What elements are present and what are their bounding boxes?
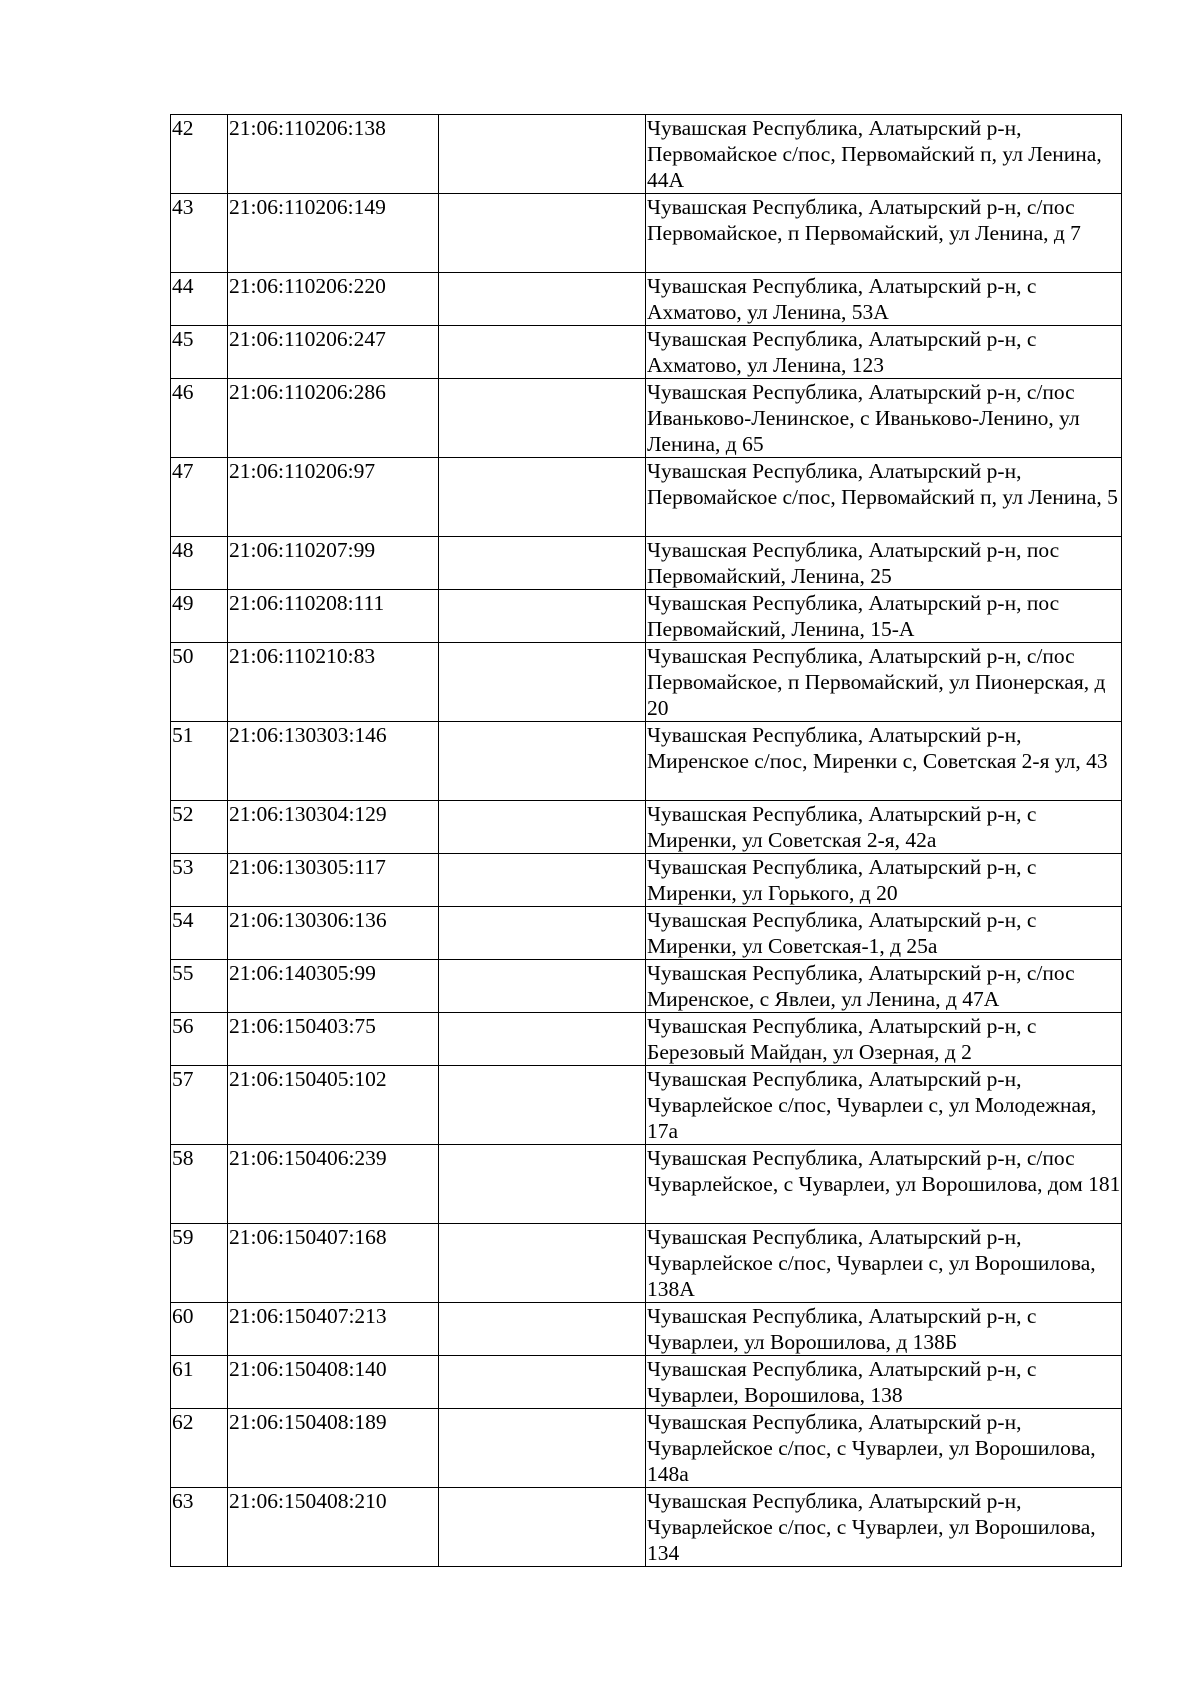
address-cell: Чувашская Республика, Алатырский р-н, с Ахматово, ул Ленина, 53А (646, 273, 1122, 326)
cadastral-number-cell: 21:06:150407:213 (228, 1303, 439, 1356)
empty-cell (439, 1356, 646, 1409)
table-row (171, 1224, 1122, 1303)
table-row (171, 643, 1122, 722)
property-registry-table (170, 114, 1122, 1567)
cadastral-number-cell: 21:06:110206:149 (228, 194, 439, 273)
cadastral-number-cell: 21:06:110206:220 (228, 273, 439, 326)
empty-cell (439, 854, 646, 907)
row-number-cell: 59 (171, 1224, 228, 1303)
address-cell: Чувашская Республика, Алатырский р-н, Чуварлейское с/пос, Чуварлеи с, ул Ворошилова, 138А (646, 1224, 1122, 1303)
empty-cell (439, 326, 646, 379)
table-body (171, 115, 1122, 1567)
row-number-cell: 42 (171, 115, 228, 194)
address-cell: Чувашская Республика, Алатырский р-н, с Миренки, ул Горького, д 20 (646, 854, 1122, 907)
empty-cell (439, 590, 646, 643)
empty-cell (439, 273, 646, 326)
table-row (171, 194, 1122, 273)
empty-cell (439, 1145, 646, 1224)
row-number-cell: 57 (171, 1066, 228, 1145)
empty-cell (439, 1013, 646, 1066)
empty-cell (439, 643, 646, 722)
row-number-cell: 47 (171, 458, 228, 537)
cadastral-number-cell: 21:06:130306:136 (228, 907, 439, 960)
cadastral-number-cell: 21:06:110206:97 (228, 458, 439, 537)
table-row (171, 907, 1122, 960)
cadastral-number-cell: 21:06:150405:102 (228, 1066, 439, 1145)
cadastral-number-cell: 21:06:130304:129 (228, 801, 439, 854)
table-row (171, 590, 1122, 643)
empty-cell (439, 1224, 646, 1303)
table-row (171, 1066, 1122, 1145)
row-number-cell: 48 (171, 537, 228, 590)
row-number-cell: 46 (171, 379, 228, 458)
empty-cell (439, 537, 646, 590)
cadastral-number-cell: 21:06:110206:138 (228, 115, 439, 194)
address-cell: Чувашская Республика, Алатырский р-н, с Чуварлеи, Ворошилова, 138 (646, 1356, 1122, 1409)
row-number-cell: 62 (171, 1409, 228, 1488)
row-number-cell: 58 (171, 1145, 228, 1224)
row-number-cell: 55 (171, 960, 228, 1013)
address-cell: Чувашская Республика, Алатырский р-н, пос Первомайский, Ленина, 15-А (646, 590, 1122, 643)
row-number-cell: 56 (171, 1013, 228, 1066)
address-cell: Чувашская Республика, Алатырский р-н, с Березовый Майдан, ул Озерная, д 2 (646, 1013, 1122, 1066)
table-row (171, 273, 1122, 326)
empty-cell (439, 379, 646, 458)
cadastral-number-cell: 21:06:130303:146 (228, 722, 439, 801)
table-row (171, 458, 1122, 537)
cadastral-number-cell: 21:06:110208:111 (228, 590, 439, 643)
table-row (171, 326, 1122, 379)
address-cell: Чувашская Республика, Алатырский р-н, с Ахматово, ул Ленина, 123 (646, 326, 1122, 379)
cadastral-number-cell: 21:06:150407:168 (228, 1224, 439, 1303)
address-cell: Чувашская Республика, Алатырский р-н, с/пос Иваньково-Ленинское, с Иваньково-Ленино, ул Ленина, д 65 (646, 379, 1122, 458)
row-number-cell: 50 (171, 643, 228, 722)
row-number-cell: 61 (171, 1356, 228, 1409)
cadastral-number-cell: 21:06:150403:75 (228, 1013, 439, 1066)
empty-cell (439, 801, 646, 854)
address-cell: Чувашская Республика, Алатырский р-н, Чуварлейское с/пос, с Чуварлеи, ул Ворошилова, 134 (646, 1488, 1122, 1567)
cadastral-number-cell: 21:06:150408:210 (228, 1488, 439, 1567)
address-cell: Чувашская Республика, Алатырский р-н, с/пос Миренское, с Явлеи, ул Ленина, д 47А (646, 960, 1122, 1013)
cadastral-number-cell: 21:06:150408:189 (228, 1409, 439, 1488)
table-row (171, 722, 1122, 801)
cadastral-number-cell: 21:06:110207:99 (228, 537, 439, 590)
cadastral-number-cell: 21:06:150406:239 (228, 1145, 439, 1224)
empty-cell (439, 1488, 646, 1567)
row-number-cell: 52 (171, 801, 228, 854)
address-cell: Чувашская Республика, Алатырский р-н, с/пос Первомайское, п Первомайский, ул Пионерская, д 20 (646, 643, 1122, 722)
table-row (171, 1356, 1122, 1409)
empty-cell (439, 1409, 646, 1488)
address-cell: Чувашская Республика, Алатырский р-н, Чуварлейское с/пос, Чуварлеи с, ул Молодежная, 17а (646, 1066, 1122, 1145)
cadastral-number-cell: 21:06:140305:99 (228, 960, 439, 1013)
address-cell: Чувашская Республика, Алатырский р-н, с/пос Чуварлейское, с Чуварлеи, ул Ворошилова, дом 181 (646, 1145, 1122, 1224)
row-number-cell: 51 (171, 722, 228, 801)
empty-cell (439, 722, 646, 801)
address-cell: Чувашская Республика, Алатырский р-н, с Чуварлеи, ул Ворошилова, д 138Б (646, 1303, 1122, 1356)
address-cell: Чувашская Республика, Алатырский р-н, Первомайское с/пос, Первомайский п, ул Ленина, 44А (646, 115, 1122, 194)
cadastral-number-cell: 21:06:130305:117 (228, 854, 439, 907)
table-row (171, 1145, 1122, 1224)
cadastral-number-cell: 21:06:110210:83 (228, 643, 439, 722)
empty-cell (439, 1303, 646, 1356)
address-cell: Чувашская Республика, Алатырский р-н, пос Первомайский, Ленина, 25 (646, 537, 1122, 590)
address-cell: Чувашская Республика, Алатырский р-н, Первомайское с/пос, Первомайский п, ул Ленина, 5 (646, 458, 1122, 537)
cadastral-number-cell: 21:06:150408:140 (228, 1356, 439, 1409)
address-cell: Чувашская Республика, Алатырский р-н, Миренское с/пос, Миренки с, Советская 2-я ул, 43 (646, 722, 1122, 801)
address-cell: Чувашская Республика, Алатырский р-н, с Миренки, ул Советская-1, д 25а (646, 907, 1122, 960)
row-number-cell: 43 (171, 194, 228, 273)
row-number-cell: 54 (171, 907, 228, 960)
row-number-cell: 49 (171, 590, 228, 643)
table-row (171, 115, 1122, 194)
empty-cell (439, 960, 646, 1013)
empty-cell (439, 194, 646, 273)
address-cell: Чувашская Республика, Алатырский р-н, с/пос Первомайское, п Первомайский, ул Ленина, д 7 (646, 194, 1122, 273)
table-row (171, 1013, 1122, 1066)
row-number-cell: 63 (171, 1488, 228, 1567)
table-row (171, 801, 1122, 854)
cadastral-number-cell: 21:06:110206:247 (228, 326, 439, 379)
empty-cell (439, 115, 646, 194)
empty-cell (439, 458, 646, 537)
table-row (171, 379, 1122, 458)
cadastral-number-cell: 21:06:110206:286 (228, 379, 439, 458)
table-row (171, 960, 1122, 1013)
table-row (171, 537, 1122, 590)
row-number-cell: 45 (171, 326, 228, 379)
address-cell: Чувашская Республика, Алатырский р-н, Чуварлейское с/пос, с Чуварлеи, ул Ворошилова, 148а (646, 1409, 1122, 1488)
empty-cell (439, 907, 646, 960)
table-row (171, 854, 1122, 907)
row-number-cell: 53 (171, 854, 228, 907)
table-row (171, 1409, 1122, 1488)
table-row (171, 1488, 1122, 1567)
row-number-cell: 60 (171, 1303, 228, 1356)
row-number-cell: 44 (171, 273, 228, 326)
table-row (171, 1303, 1122, 1356)
empty-cell (439, 1066, 646, 1145)
address-cell: Чувашская Республика, Алатырский р-н, с Миренки, ул Советская 2-я, 42а (646, 801, 1122, 854)
